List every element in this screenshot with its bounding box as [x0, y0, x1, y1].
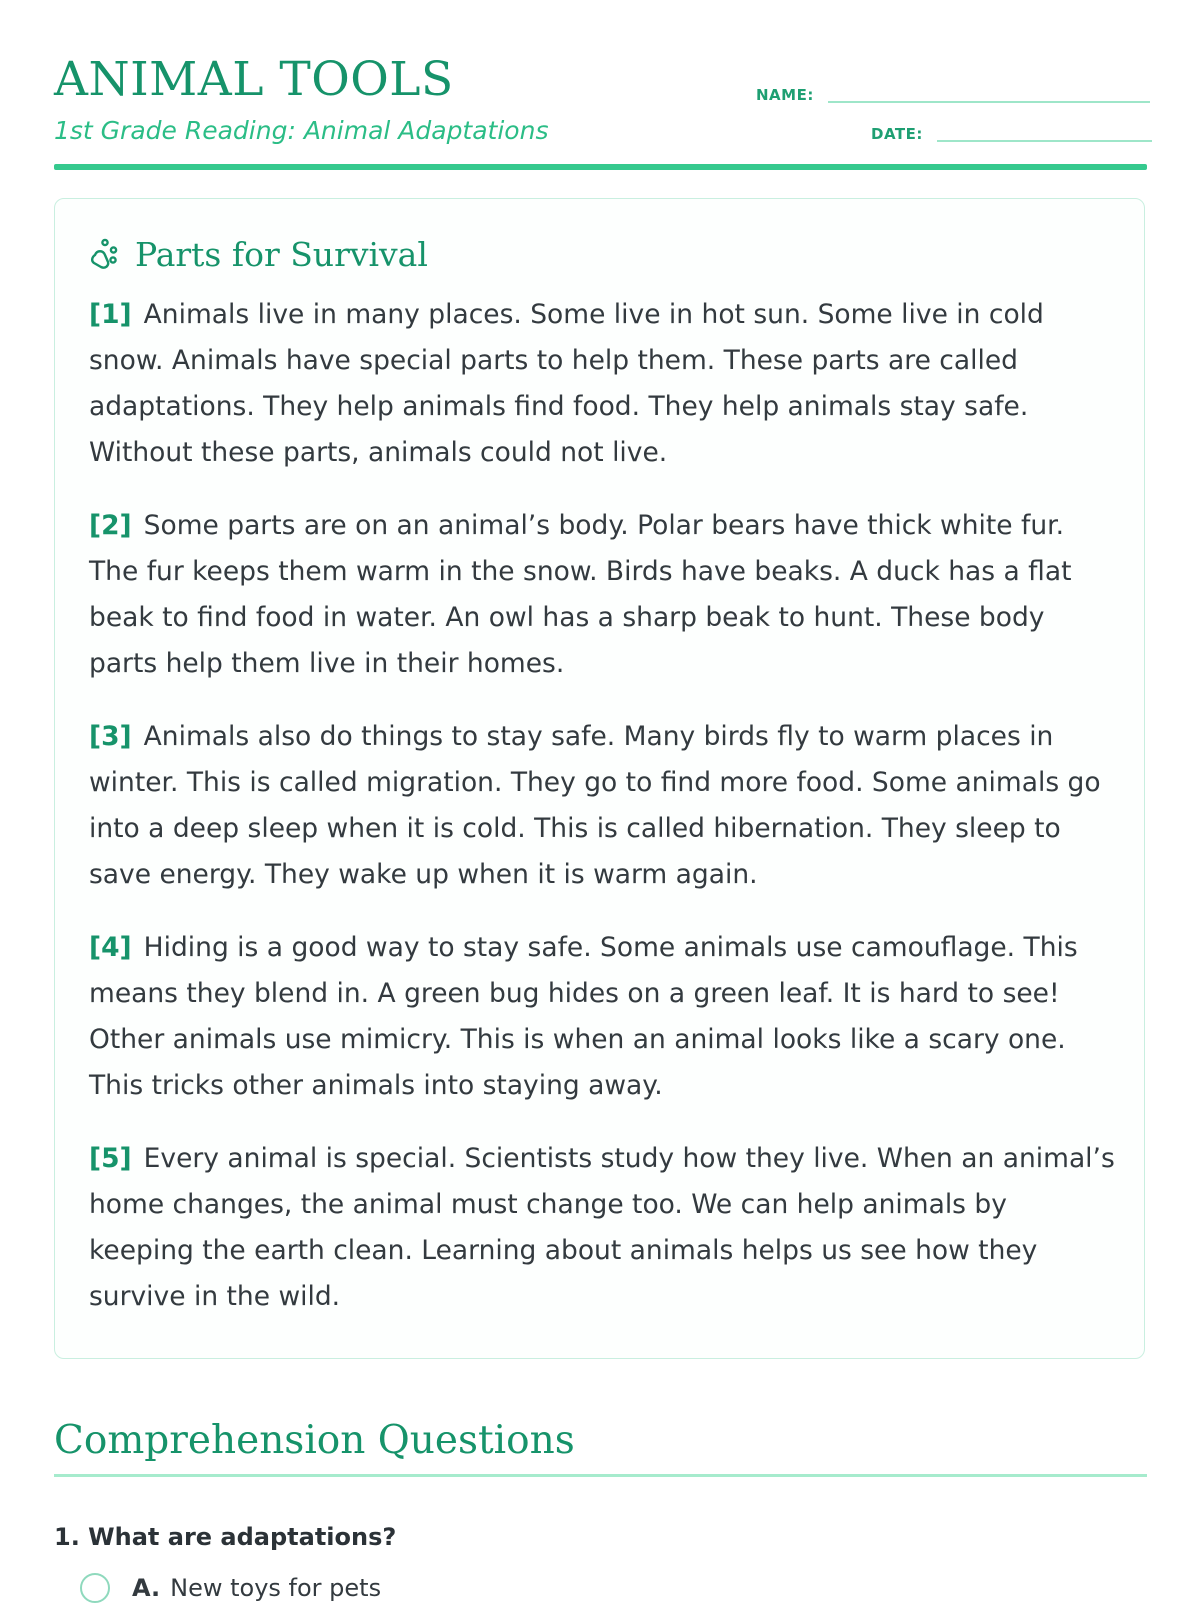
paw-icon	[89, 238, 121, 272]
paragraph-text: Some parts are on an animal’s body. Polar bears have thick white fur. The fur keeps them warm in the snow. Birds have beaks. A duck has a flat beak to find food in water. An owl has a sharp beak to hunt. These body parts help them live in their homes.	[89, 510, 1072, 679]
radio-button[interactable]	[80, 1573, 110, 1603]
question-1: 1. What are adaptations?	[54, 1523, 397, 1551]
date-label: DATE:	[871, 125, 923, 143]
paragraph-text: Animals live in many places. Some live in hot sun. Some live in cold snow. Animals have special parts to help them. These parts are called adaptations. They help animals find food. They help animals stay safe. Without these parts, animals could not live.	[89, 299, 1044, 468]
paragraph-text: Animals also do things to stay safe. Many birds fly to warm places in winter. This is called migration. They go to find more food. Some animals go into a deep sleep when it is cold. This is called hibernation. They sleep to save energy. They wake up when it is warm again.	[89, 721, 1101, 890]
paragraph-text: Every animal is special. Scientists study how they live. When an animal’s home changes, the animal must change too. We can help animals by keeping the earth clean. Learning about animals helps us see how they survive in the wild.	[89, 1143, 1115, 1312]
passage-heading-text: Parts for Survival	[135, 235, 428, 274]
worksheet-subtitle: 1st Grade Reading: Animal Adaptations	[54, 116, 549, 145]
date-line[interactable]	[937, 139, 1152, 142]
paragraph-number: [1]	[89, 299, 132, 330]
paragraph-number: [3]	[89, 721, 132, 752]
paragraph-text: Hiding is a good way to stay safe. Some animals use camouflage. This means they blend in. A green bug hides on a green leaf. It is hard to see! Other animals use mimicry. This is when an animal looks like a scary one. This tricks other animals into staying away.	[89, 932, 1078, 1101]
questions-divider	[54, 1474, 1147, 1477]
reading-passage-card	[54, 198, 1145, 1359]
option-text: New toys for pets	[170, 1574, 382, 1602]
name-label: NAME:	[756, 86, 814, 104]
passage-paragraph-5	[89, 1136, 1119, 1320]
passage-paragraph-4	[89, 925, 1119, 1109]
paragraph-number: [2]	[89, 510, 132, 541]
worksheet-header	[54, 0, 1147, 172]
name-line[interactable]	[828, 100, 1150, 103]
option-letter: A.	[132, 1574, 161, 1602]
worksheet-title: ANIMAL TOOLS	[54, 52, 454, 107]
date-field[interactable]	[871, 127, 1152, 142]
passage-paragraph-2	[89, 503, 1119, 687]
questions-heading: Comprehension Questions	[54, 1418, 575, 1463]
passage-paragraph-3	[89, 714, 1119, 898]
header-divider	[54, 164, 1147, 170]
paragraph-number: [5]	[89, 1143, 132, 1174]
name-field[interactable]	[756, 88, 1150, 103]
paragraph-number: [4]	[89, 932, 132, 963]
question-1-option-a[interactable]	[80, 1573, 381, 1603]
passage-heading	[89, 235, 428, 274]
passage-paragraph-1	[89, 292, 1119, 476]
worksheet-page	[54, 0, 1147, 1602]
